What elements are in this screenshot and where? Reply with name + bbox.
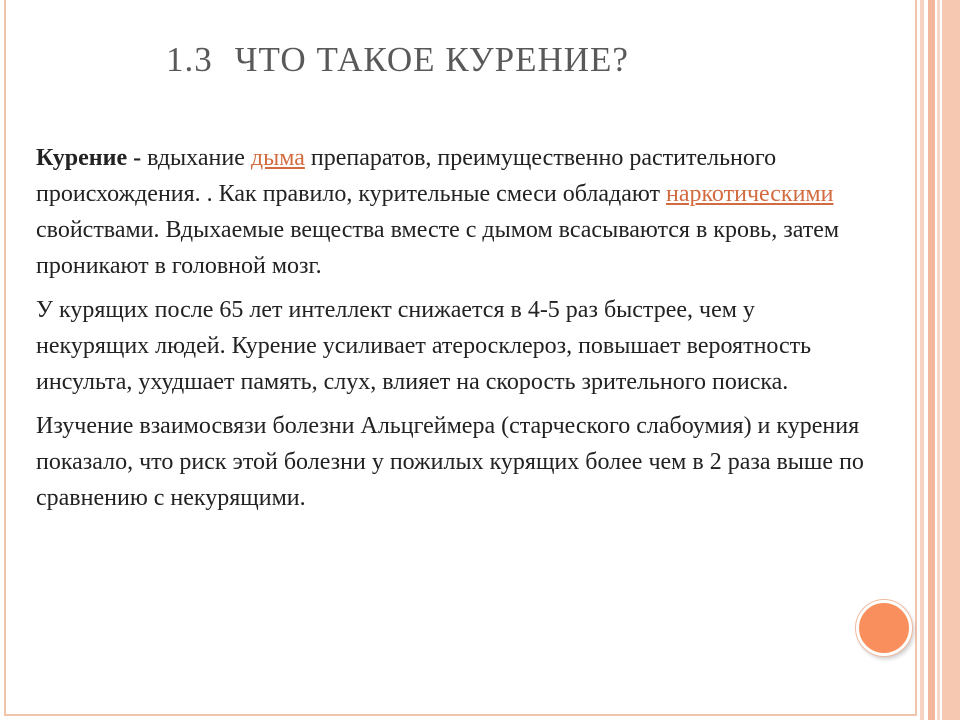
slide-body	[36, 140, 872, 524]
link-narcotic[interactable]: наркотическими	[665, 181, 834, 207]
paragraph-alzheimer: Изучение взаимосвязи болезни Альцгеймера (старческого слабоумия) и курения показало, что риск этой болезни у пожилых курящих более чем в 2 раза выше по сравнению с некурящими.	[36, 413, 864, 511]
decorative-side-bands	[920, 0, 960, 720]
decorative-circle	[856, 600, 912, 656]
text-segment: вдыхание	[141, 145, 251, 171]
title-text: ЧТО ТАКОЕ КУРЕНИЕ?	[234, 40, 629, 79]
text-segment: препаратов, преимущественно растительного происхождения. . Как правило, курительные смеси обладают	[36, 145, 777, 207]
side-band	[920, 0, 924, 720]
title-number: 1.3	[166, 40, 213, 79]
link-smoke[interactable]: дыма	[250, 145, 305, 171]
side-band	[937, 0, 940, 720]
paragraph-intellect: У курящих после 65 лет интеллект снижается в 4-5 раз быстрее, чем у некурящих людей. Курение усиливает атеросклероз, повышает вероятность инсульта, ухудшает память, слух, влияет на скорость зрительного поиска.	[36, 297, 812, 395]
slide-title	[166, 40, 846, 80]
text-segment: свойствами. Вдыхаемые вещества вместе с дымом всасываются в кровь, затем проникают в головной мозг.	[36, 217, 840, 279]
term-label: Курение -	[36, 145, 142, 171]
side-band	[942, 0, 960, 720]
paragraph-definition	[36, 140, 872, 284]
side-band	[928, 0, 935, 720]
